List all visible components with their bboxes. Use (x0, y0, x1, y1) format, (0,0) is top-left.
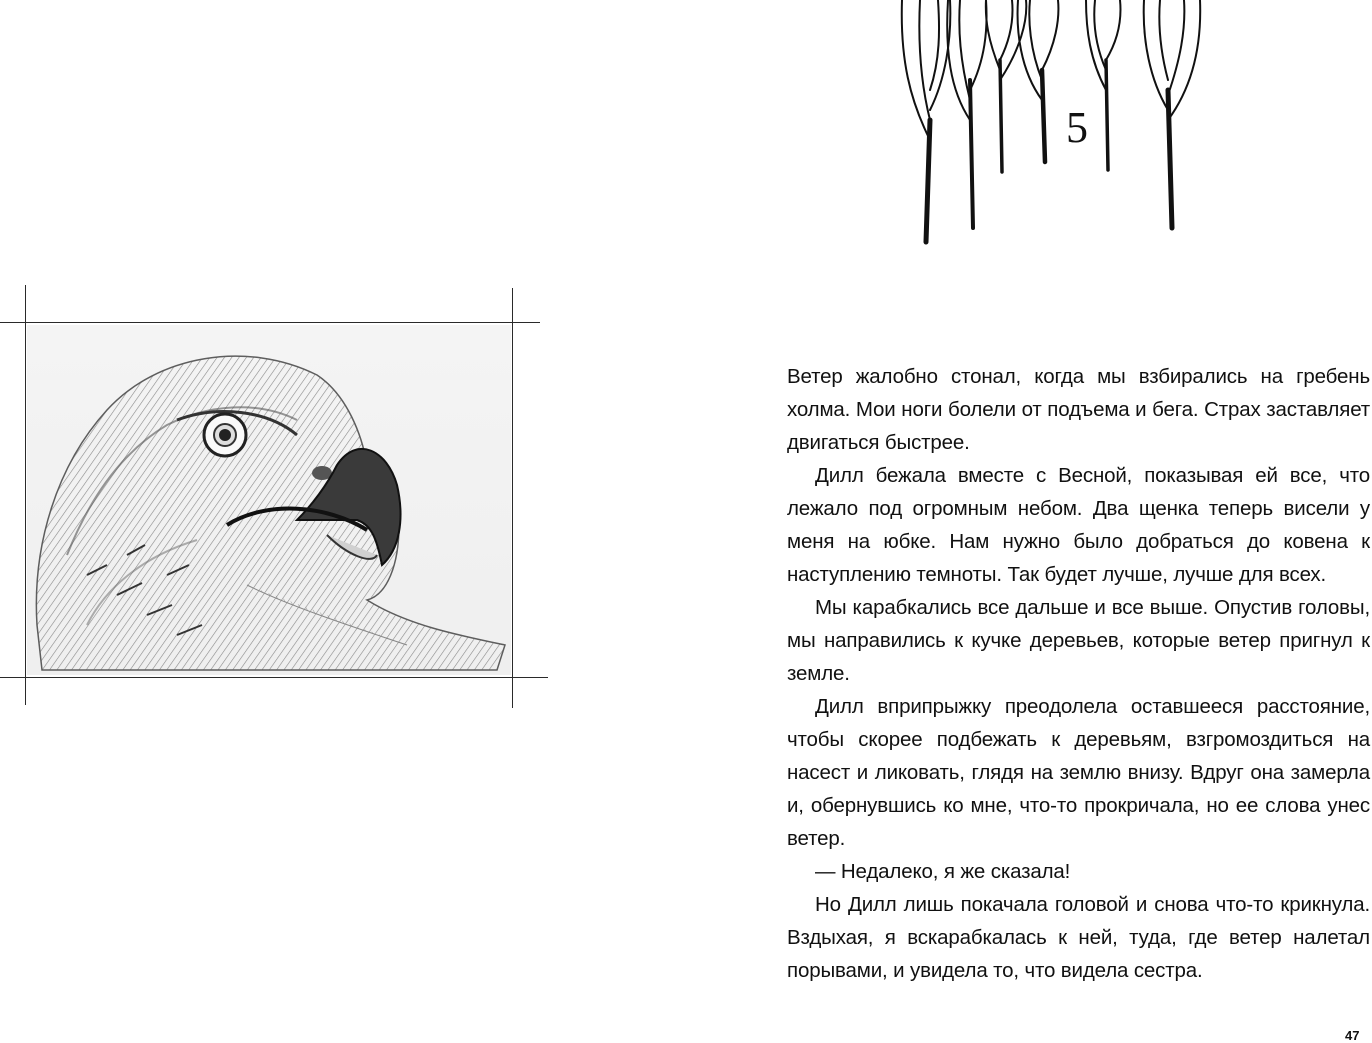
paragraph: Дилл бежала вместе с Весной, показывая ей все, что лежало под огромным небом. Два щенка теперь висели у меня на юбке. Нам нужно было добраться до ковена к наступлению темноты. Так будет лучше, лучше для всех. (787, 464, 1370, 586)
paragraph: Дилл вприпрыжку преодолела оставшееся расстояние, чтобы скорее подбежать к деревьям, взгромоздиться на насест и ликовать, глядя на землю внизу. Вдруг она замерла и, обернувшись ко мне, что-то прокричала, но ее слова унес ветер. (787, 695, 1370, 850)
dialogue-line: — Недалеко, я же сказала! (815, 860, 1071, 883)
paragraph: Ветер жалобно стонал, когда мы взбирались на гребень холма. Мои ноги болели от подъема и бега. Страх заставляет двигаться быстрее. (787, 365, 1370, 454)
crop-mark-bottom (0, 677, 548, 678)
paragraph: Но Дилл лишь покачала головой и снова что-то крикнула. Вздыхая, я вскарабкалась к ней, туда, где ветер налетал порывами, и увидела то, что видела сестра. (787, 893, 1370, 982)
crop-mark-top (0, 322, 540, 323)
hawk-illustration (0, 285, 550, 710)
chapter-text (787, 360, 1370, 987)
crop-mark-right (512, 288, 513, 708)
chapter-number: 5 (1066, 103, 1088, 152)
crop-mark-left (25, 285, 26, 705)
page-number: 47 (1345, 1028, 1360, 1043)
paragraph: Мы карабкались все дальше и все выше. Опустив головы, мы направились к кучке деревьев, которые ветер пригнул к земле. (787, 596, 1370, 685)
hawk-head-icon (27, 325, 511, 675)
